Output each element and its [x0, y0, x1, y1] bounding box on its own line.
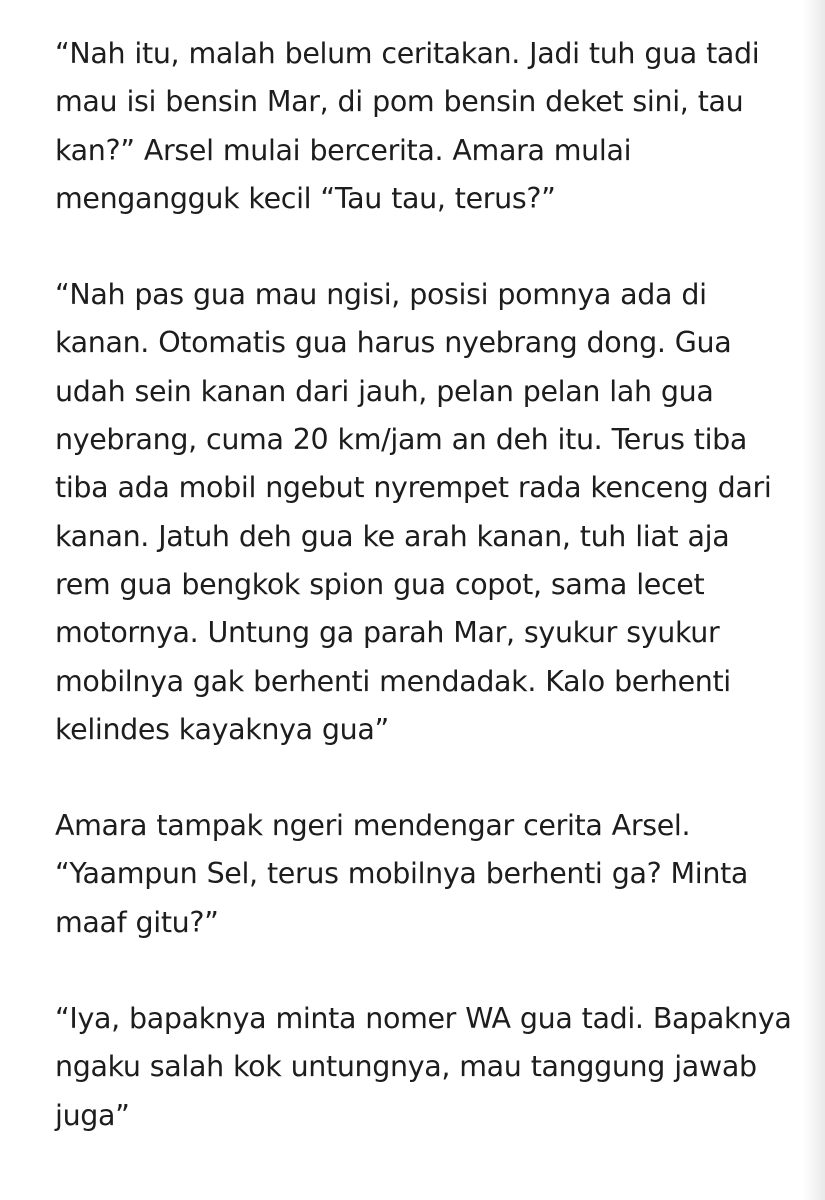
text-line: “Nah pas gua mau ngisi, posisi pomnya ada di	[55, 278, 707, 312]
text-line: mau isi bensin Mar, di pom bensin deket sini, tau	[55, 85, 744, 119]
text-line: udah sein kanan dari jauh, pelan pelan lah gua	[55, 374, 714, 408]
text-line: kelindes kayaknya gua”	[55, 712, 389, 746]
text-line: kanan. Otomatis gua harus nyebrang dong. Gua	[55, 326, 732, 360]
paragraph-2	[55, 271, 800, 754]
paragraph-3	[55, 802, 800, 947]
text-line: maaf gitu?”	[55, 905, 219, 939]
text-line: nyebrang, cuma 20 km/jam an deh itu. Terus tiba	[55, 423, 748, 457]
text-line: ngaku salah kok untungnya, mau tanggung jawab	[55, 1050, 757, 1084]
scroll-edge	[803, 0, 825, 1200]
paragraph-4	[55, 995, 800, 1140]
text-line: juga”	[55, 1098, 130, 1132]
text-line: “Iya, bapaknya minta nomer WA gua tadi. Bapaknya	[55, 1002, 792, 1036]
text-line: motornya. Untung ga parah Mar, syukur syukur	[55, 616, 720, 650]
paragraph-1	[55, 30, 800, 223]
story-text	[55, 30, 800, 1188]
text-line: kanan. Jatuh deh gua ke arah kanan, tuh liat aja	[55, 519, 730, 553]
text-line: tiba ada mobil ngebut nyrempet rada kenceng dari	[55, 471, 772, 505]
text-line: “Nah itu, malah belum ceritakan. Jadi tuh gua tadi	[55, 37, 760, 70]
text-line: “Yaampun Sel, terus mobilnya berhenti ga? Minta	[55, 857, 749, 891]
text-line: kan?” Arsel mulai bercerita. Amara mulai	[55, 133, 632, 167]
text-line: rem gua bengkok spion gua copot, sama lecet	[55, 567, 705, 601]
text-line: Amara tampak ngeri mendengar cerita Arsel.	[55, 809, 691, 843]
text-line: mengangguk kecil “Tau tau, terus?”	[55, 181, 556, 215]
text-line: mobilnya gak berhenti mendadak. Kalo berhenti	[55, 664, 731, 698]
